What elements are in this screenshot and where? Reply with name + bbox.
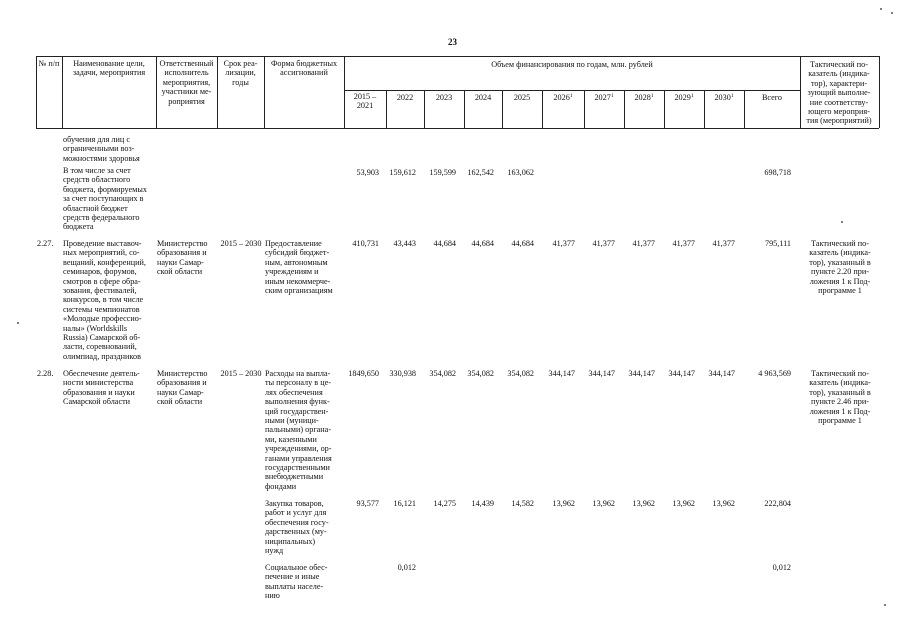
row-value: 41,377 [592,239,615,248]
row-indicator: Тактический по- казатель (индика- тор), указанный в пункте 2.46 при- ложения 1 к Под- программе 1 [809,369,871,426]
row-term: 2015 – 2030 [220,239,262,248]
row-value: 698,718 [764,168,791,177]
row-value: 344,147 [588,369,615,378]
row-value: 162,542 [467,168,494,177]
row-name: Обеспечение деятель- ности министерства образования и науки Самарской области [63,369,140,407]
row-value: 43,443 [393,239,416,248]
year-footnote-mark: 1 [610,93,614,99]
row-term: 2015 – 2030 [220,369,262,378]
header-year [502,93,542,102]
row-value: 14,582 [511,499,534,508]
header-year [584,93,624,102]
row-value: 14,439 [471,499,494,508]
row-budget-form: Закупка товаров, работ и услуг для обеспечения госу- дарственных (му- ниципальных) нужд [265,499,329,556]
header-column-rule [800,56,801,128]
year-label: 2029 [674,93,691,102]
header-column-rule [264,56,265,128]
row-value: 4 963,569 [758,369,791,378]
row-number: 2.27. [37,239,54,248]
header-year [664,93,704,102]
row-value: 410,731 [352,239,379,248]
header-year [386,93,424,102]
row-value: 14,275 [433,499,456,508]
row-value: 222,804 [764,499,791,508]
header-year [464,93,502,102]
year-label: 2025 [513,93,531,102]
row-value: 344,147 [628,369,655,378]
row-executor: Министерство образования и науки Самар- ской области [157,369,208,407]
year-label: 2026 [553,93,570,102]
row-value: 44,684 [471,239,494,248]
year-label: 2022 [396,93,414,102]
scan-speck [17,322,19,324]
row-indicator: Тактический по- казатель (индика- тор), указанный в пункте 2.20 при- ложения 1 к Под- программе 1 [809,239,871,296]
header-form: Форма бюджетных ассигнований [270,59,338,78]
years-top-rule [344,90,800,91]
header-year [424,93,464,102]
row-value: 41,377 [672,239,695,248]
scan-speck [880,8,882,10]
row-value: 0,012 [397,563,416,572]
row-budget-form: Расходы на выпла- ты персоналу в це- лях обеспечения выполнения функ- ций государствен- ными (муници- пальными) органа- ми, казенными учреждениями, ор- ганами управления государственными внебюджетными фондами [265,369,332,491]
row-value: 354,082 [507,369,534,378]
row-value: 795,111 [764,239,791,248]
header-column-rule [36,56,37,128]
year-label: 2027 [594,93,611,102]
row-value: 44,684 [511,239,534,248]
scan-speck [884,604,886,606]
header-column-rule [156,56,157,128]
row-value: 13,962 [672,499,695,508]
row-value: 1849,650 [348,369,379,378]
year-label: Всего [761,93,783,102]
row-number: 2.28. [37,369,54,378]
row-value: 163,062 [507,168,534,177]
year-label: 2024 [474,93,492,102]
row-value: 13,962 [632,499,655,508]
row-value: 344,147 [548,369,575,378]
header-num: № п/п [38,59,60,68]
page-number: 23 [448,37,457,47]
year-footnote-mark: 1 [569,93,573,99]
scan-speck [891,12,893,14]
year-footnote-mark: 1 [730,93,734,99]
scan-speck [841,221,843,223]
row-value: 13,962 [592,499,615,508]
year-footnote-mark: 1 [690,93,694,99]
header-column-rule [217,56,218,128]
row-budget-form: Предоставление субсидий бюджет- ным, автономным учреждениям и иным некоммерче- ским организациям [265,239,333,296]
row-value: 330,938 [389,369,416,378]
header-indicator: Тактический по- казатель (индика- тор), характери- зующий выполне- ние соответству- ющего мероприя- тия (мероприятий) [806,60,872,126]
header-bottom-rule [36,128,879,129]
header-year [704,93,744,102]
row-value: 16,121 [393,499,416,508]
row-value: 93,577 [356,499,379,508]
row-value: 41,377 [632,239,655,248]
row-value: 344,147 [708,369,735,378]
header-volume: Объем финансирования по годам, млн. рублей [491,60,653,69]
header-year [744,93,800,102]
header-column-rule [62,56,63,128]
year-label: 2015 – 2021 [353,92,377,111]
header-name: Наименование цели, задачи, мероприятия [72,59,146,78]
row-value: 159,599 [429,168,456,177]
row-value: 159,612 [389,168,416,177]
row-value: 41,377 [712,239,735,248]
row-executor: Министерство образования и науки Самар- ской области [157,239,208,277]
row-budget-form: Социальное обес- печение и иные выплаты населе- нию [265,563,328,601]
header-column-rule [879,56,880,128]
header-exec: Ответственный исполнитель мероприятия, участники ме- роприятия [159,59,214,106]
year-footnote-mark: 1 [650,93,654,99]
header-year [542,93,584,102]
year-label: 2028 [634,93,651,102]
row-value: 41,377 [552,239,575,248]
row-name: обучения для лиц с ограниченными воз- можностями здоровья [63,135,140,163]
header-year [344,92,386,111]
row-value: 0,012 [772,563,791,572]
row-value: 13,962 [712,499,735,508]
row-value: 53,903 [356,168,379,177]
year-label: 2030 [714,93,731,102]
row-value: 13,962 [552,499,575,508]
year-label: 2023 [435,93,453,102]
row-sub-label: В том числе за счет средств областного бюджета, формируемых за счет поступающих в областной бюджет средств федерального бюджета [63,166,147,232]
row-value: 344,147 [668,369,695,378]
header-top-rule [36,56,879,57]
row-name: Проведение выставоч- ных мероприятий, со- вещаний, конференций, семинаров, форумов, смотров в сфере обра- зования, фестивалей, конкурсов, в том числе системы чемпионатов «Молодые профессио- налы» (Worldskills Russia) Самарской об- ласти, соревнований, олимпиад, праздников [63,239,146,361]
header-year [624,93,664,102]
row-value: 44,684 [433,239,456,248]
row-value: 354,082 [467,369,494,378]
header-term: Срок реа- лизации, годы [223,59,258,87]
row-value: 354,082 [429,369,456,378]
